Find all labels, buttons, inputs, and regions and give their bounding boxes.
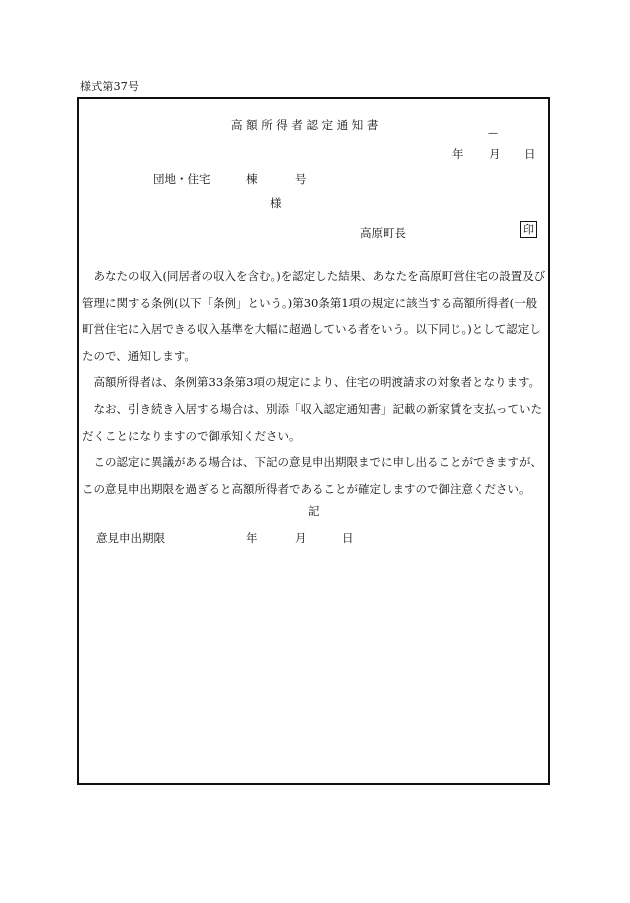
paragraph-certification: あなたの収入(同居者の収入を含む。)を認定した結果、あなたを高原町営住宅の設置及び管理に関する条例(以下「条例」という。)第30条第1項の規定に該当する高額所得者(一般町営住宅に入居できる収入基準を大幅に超過している者をいう。以下同じ。)として認定したので、通知します。 xyxy=(82,269,546,363)
deadline-label: 意見申出期限 xyxy=(96,531,165,545)
paragraph-continued-residence: なお、引き続き入居する場合は、別添「収入認定通知書」記載の新家賃を支払っていただくことになりますので御承知ください。 xyxy=(82,401,542,443)
deadline-month-label: 月 xyxy=(295,531,307,545)
addressee-complex-label: 団地・住宅 xyxy=(153,172,211,186)
paragraph-objection: この認定に異議がある場合は、下記の意見申出期限までに申し出ることができますが、この意見申出期限を過ぎると高額所得者であることが確定しますので御注意ください。 xyxy=(82,455,542,496)
document-title: 高額所得者認定通知書 xyxy=(231,118,382,132)
record-heading: 記 xyxy=(308,504,320,518)
addressee-number-label: 号 xyxy=(295,172,307,186)
date-year-label: 年 xyxy=(452,147,464,161)
paragraph-eviction-target: 高額所得者は、条例第33条第3項の規定により、住宅の明渡請求の対象者となります。 xyxy=(93,375,541,390)
addressee-honorific: 様 xyxy=(270,196,282,210)
deadline-year-label: 年 xyxy=(246,531,258,545)
deadline-day-label: 日 xyxy=(342,531,354,545)
seal-mark: 印 xyxy=(520,221,537,238)
date-month-label: 月 xyxy=(489,147,501,161)
issuer-name: 高原町長 xyxy=(360,226,406,240)
header-dash: — xyxy=(488,128,498,139)
addressee-building-label: 棟 xyxy=(246,172,258,186)
form-number: 様式第37号 xyxy=(80,80,140,93)
notice-body xyxy=(82,263,548,502)
date-day-label: 日 xyxy=(524,147,536,161)
